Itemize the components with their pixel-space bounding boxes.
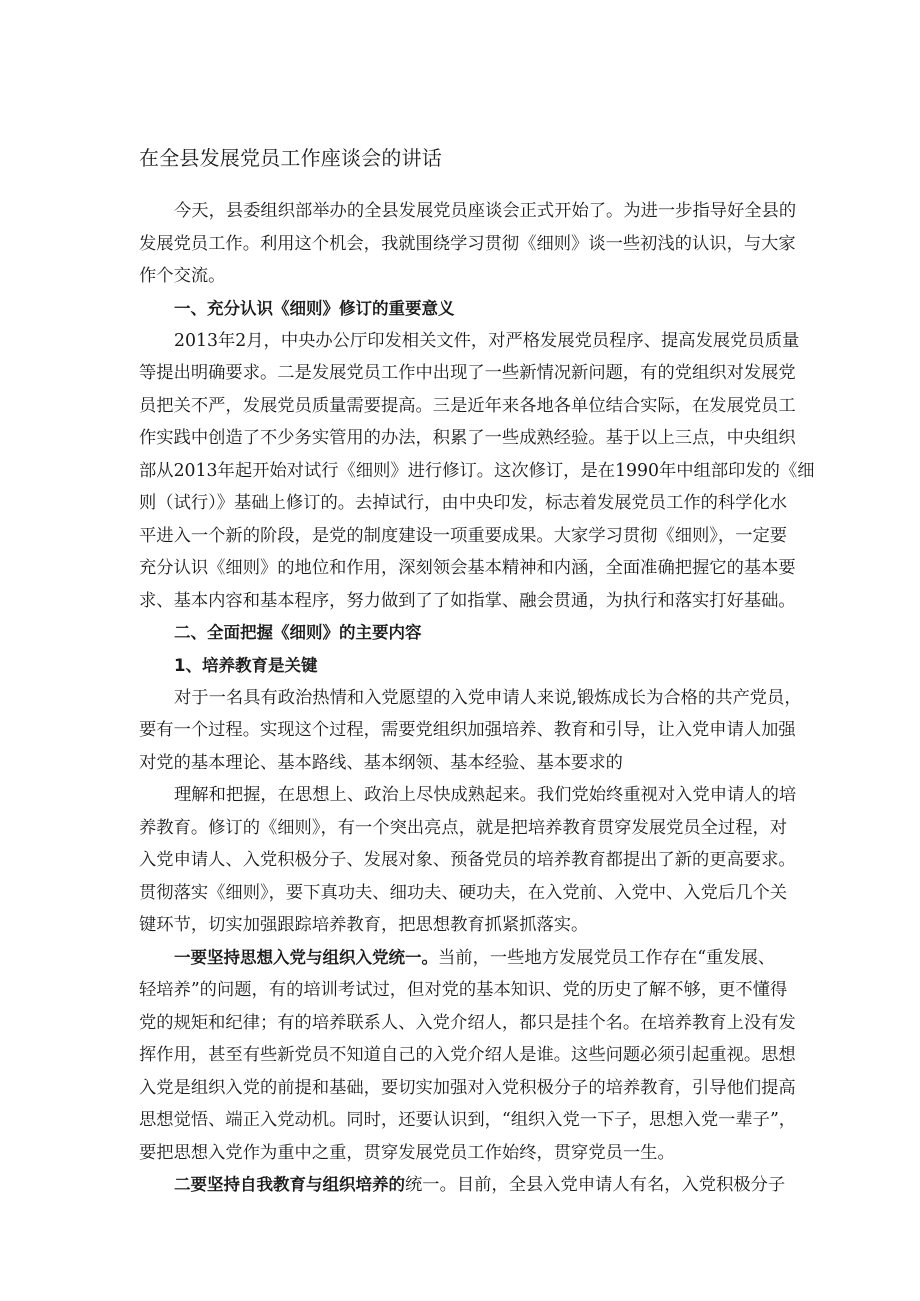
paragraph-line: 思想觉悟、端正入党动机。同时，还要认识到，“组织入党一下子，思想入党一辈子”， <box>139 1110 797 1130</box>
paragraph-line: 入党申请人、入党积极分子、发展对象、预备党员的培养教育都提出了新的更高要求。 <box>139 850 796 870</box>
paragraph-line: 2013年2月，中央办公厅印发相关文件，对严格发展党员程序、提高发展党员质量 <box>174 331 800 351</box>
paragraph-line: 作个交流。 <box>139 266 226 286</box>
paragraph-line: 要有一个过程。实现这个过程，需要党组织加强培养、教育和引导，让入党申请人加强 <box>139 720 796 740</box>
paragraph-line <box>174 1173 785 1197</box>
paragraph-line: 要把思想入党作为重中之重，贯穿发展党员工作始终，贯穿党员一生。 <box>139 1143 675 1163</box>
paragraph-line: 对于一名具有政治热情和入党愿望的入党申请人来说,锻炼成长为合格的共产党员， <box>174 688 802 708</box>
bold-lead-1: 一要坚持思想入党与组织入党统一。 <box>174 948 438 967</box>
paragraph-line: 等提出明确要求。二是发展党员工作中出现了一些新情况新问题，有的党组织对发展党 <box>139 363 796 383</box>
document-title: 在全县发展党员工作座谈会的讲话 <box>139 146 442 170</box>
paragraph-line: 发展党员工作。利用这个机会，我就围绕学习贯彻《细则》谈一些初浅的认识，与大家 <box>139 234 796 254</box>
subsection-heading: 1、培养教育是关键 <box>174 656 318 675</box>
paragraph-text: 当前，一些地方发展党员工作存在“重发展、 <box>438 948 776 968</box>
paragraph-line: 求、基本内容和基本程序，努力做到了了如指掌、融会贯通，为执行和落实打好基础。 <box>139 591 796 611</box>
paragraph-line: 轻培养”的问题，有的培训考试过，但对党的基本知识、党的历史了解不够，更不懂得 <box>139 980 788 1000</box>
paragraph-line: 作实践中创造了不少务实管用的办法，积累了一些成熟经验。基于以上三点，中央组织 <box>139 428 796 448</box>
section-heading-2: 二、全面把握《细则》的主要内容 <box>174 623 422 642</box>
paragraph-line: 贯彻落实《细则》，要下真功夫、细功夫、硬功夫，在入党前、入党中、入党后几个关 <box>139 883 788 903</box>
paragraph-line: 则（试行）》基础上修订的。去掉试行，由中央印发，标志着发展党员工作的科学化水 <box>139 493 788 513</box>
paragraph-line: 今天，县委组织部举办的全县发展党员座谈会正式开始了。为进一步指导好全县的 <box>174 201 797 221</box>
paragraph-line: 党的规矩和纪律；有的培养联系人、入党介绍人，都只是挂个名。在培养教育上没有发 <box>139 1013 796 1033</box>
paragraph-line: 键环节，切实加强跟踪培养教育，把思想教育抓紧抓落实。 <box>139 915 589 935</box>
paragraph-text: 统一。目前，全县入党申请人有名，入党积极分子 <box>405 1175 786 1195</box>
paragraph-line: 充分认识《细则》的地位和作用，深刻领会基本精神和内涵，全面准确把握它的基本要 <box>139 558 796 578</box>
paragraph-line: 对党的基本理论、基本路线、基本纲领、基本经验、基本要求的 <box>139 753 623 773</box>
paragraph-line <box>174 946 775 970</box>
paragraph-line: 平进入一个新的阶段，是党的制度建设一项重要成果。大家学习贯彻《细则》，一定要 <box>139 526 788 546</box>
paragraph-line: 理解和把握，在思想上、政治上尽快成熟起来。我们党始终重视对入党申请人的培 <box>174 785 797 805</box>
paragraph-line: 入党是组织入党的前提和基础，要切实加强对入党积极分子的培养教育，引导他们提高 <box>139 1078 796 1098</box>
bold-lead-2: 二要坚持自我教育与组织培养的 <box>174 1175 405 1194</box>
paragraph-line: 部从2013年起开始对试行《细则》进行修订。这次修订，是在1990年中组部印发的《细 <box>139 461 815 481</box>
section-heading-1: 一、充分认识《细则》修订的重要意义 <box>174 299 455 318</box>
paragraph-line: 员把关不严，发展党员质量需要提高。三是近年来各地各单位结合实际，在发展党员工 <box>139 396 796 416</box>
paragraph-line: 养教育。修订的《细则》，有一个突出亮点，就是把培养教育贯穿发展党员全过程，对 <box>139 818 788 838</box>
paragraph-line: 挥作用，甚至有些新党员不知道自己的入党介绍人是谁。这些问题必须引起重视。思想 <box>139 1045 796 1065</box>
